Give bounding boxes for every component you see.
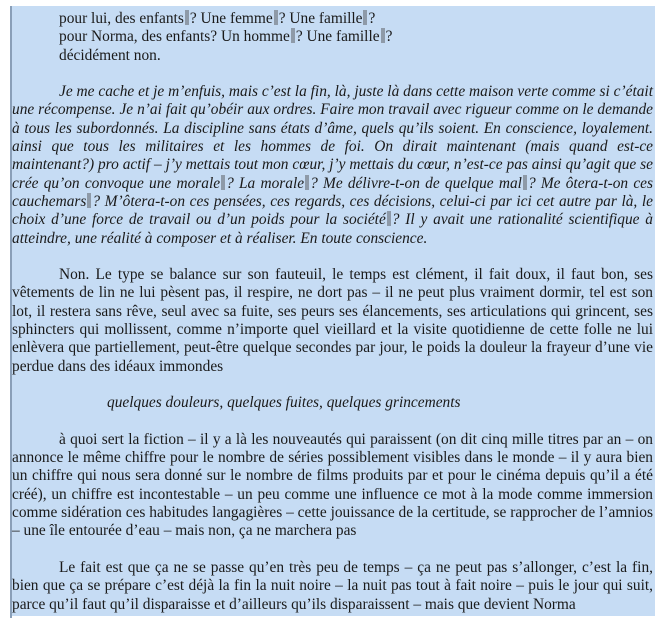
- field-marker: [221, 175, 225, 190]
- document-text: [12, 10, 653, 614]
- field-marker: [381, 28, 385, 43]
- field-marker: [387, 211, 391, 226]
- field-marker: [363, 10, 367, 25]
- field-marker: [87, 193, 91, 208]
- field-marker: [305, 175, 309, 190]
- paragraph-non: Non. Le type se balance sur son fauteuil, le temps est clément, il fait doux, il faut bon, ses vêtements de lin ne lui pèsent pas, il respire, ne dort pas – il ne peut plus vraiment dormir, tel est son lot, il restera sans rêve, seul avec sa fuite, ses peurs ses élancements, ses articulations qui grincent, ses sphincters qui mollissent, comme n’importe quel vieillard et la visite quotidienne de cette folle ne lui enlèvera que partiellement, peut-être quelque secondes par jour, le poids la douleur la frayeur d’une vie perdue dans des idéaux immondes: [12, 266, 653, 375]
- field-marker: [185, 10, 189, 25]
- field-marker: [274, 10, 278, 25]
- paragraph-fait: Le fait est que ça ne se passe qu’en très peu de temps – ça ne peut pas s’allonger, c’est la fin, bien que ça se prépare c’est déjà la fin la nuit noire – la nuit pas tout à fait noire – puis le jour qui suit, parce qu’il faut qu’il disparaisse et d’ailleurs qu’ils disparaissent – mais que devient Norma: [12, 558, 653, 613]
- verse-line: pour lui, des enfants ? Une femme ? Une famille ?: [59, 10, 376, 27]
- paragraph-fiction: à quoi sert la fiction – il y a là les nouveautés qui paraissent (on dit cinq mille titres par an – on annonce le même chiffre pour le nombre de séries possiblement visibles dans le monde – il y aura bien un chiffre qui nous sera donné sur le nombre de films produits par et pour le cinéma depuis qu’il a été créé), un chiffre est incontestable – un peu comme une influence ce mot à la mode comme immersion comme sidération ces habitudes langagières – cette jouissance de la certitude, se rapprocher de l’amnios – une île entourée d’eau – mais non, ça ne marchera pas: [12, 430, 653, 540]
- field-marker: [291, 28, 295, 43]
- verse-line: pour Norma, des enfants? Un homme ? Une famille ?: [59, 28, 393, 46]
- verse-block: [12, 10, 653, 65]
- italic-paragraph: Je me cache et je m’enfuis, mais c’est la fin, là, juste là dans cette maison verte comme si c’était une récompense. Je n’ai fait qu’obéir aux ordres. Faire mon travail avec rigueur comme on le demande à tous les subordonnés. La discipline sans états d’âme, quels qu’ils soient. En conscience, loyalement. ainsi que tous les militaires et les hommes de foi. On dirait maintenant (mais quand est-ce maintenant?) pro actif – j’y mettais tout mon cœur, j’y mettais du cœur, n’est-ce pas ainsi qu’agit que se crée qu’on convoque une morale ? La morale ? Me délivre-t-on de quelque mal ? Me ôtera-t-on ces cauchemars ? M’ôtera-t-on ces pensées, ces regards, ces décisions, celui-ci par ici cet autre par là, le choix d’une force de travail ou d’un poids pour la société ? Il y avait une rationalité scientifique à atteindre, une réalité à composer et à réaliser. En toute conscience.: [12, 83, 654, 247]
- italic-line: quelques douleurs, quelques fuites, quelques grincements: [107, 394, 461, 412]
- field-marker: [523, 175, 527, 190]
- verse-line: décidément non.: [59, 46, 161, 64]
